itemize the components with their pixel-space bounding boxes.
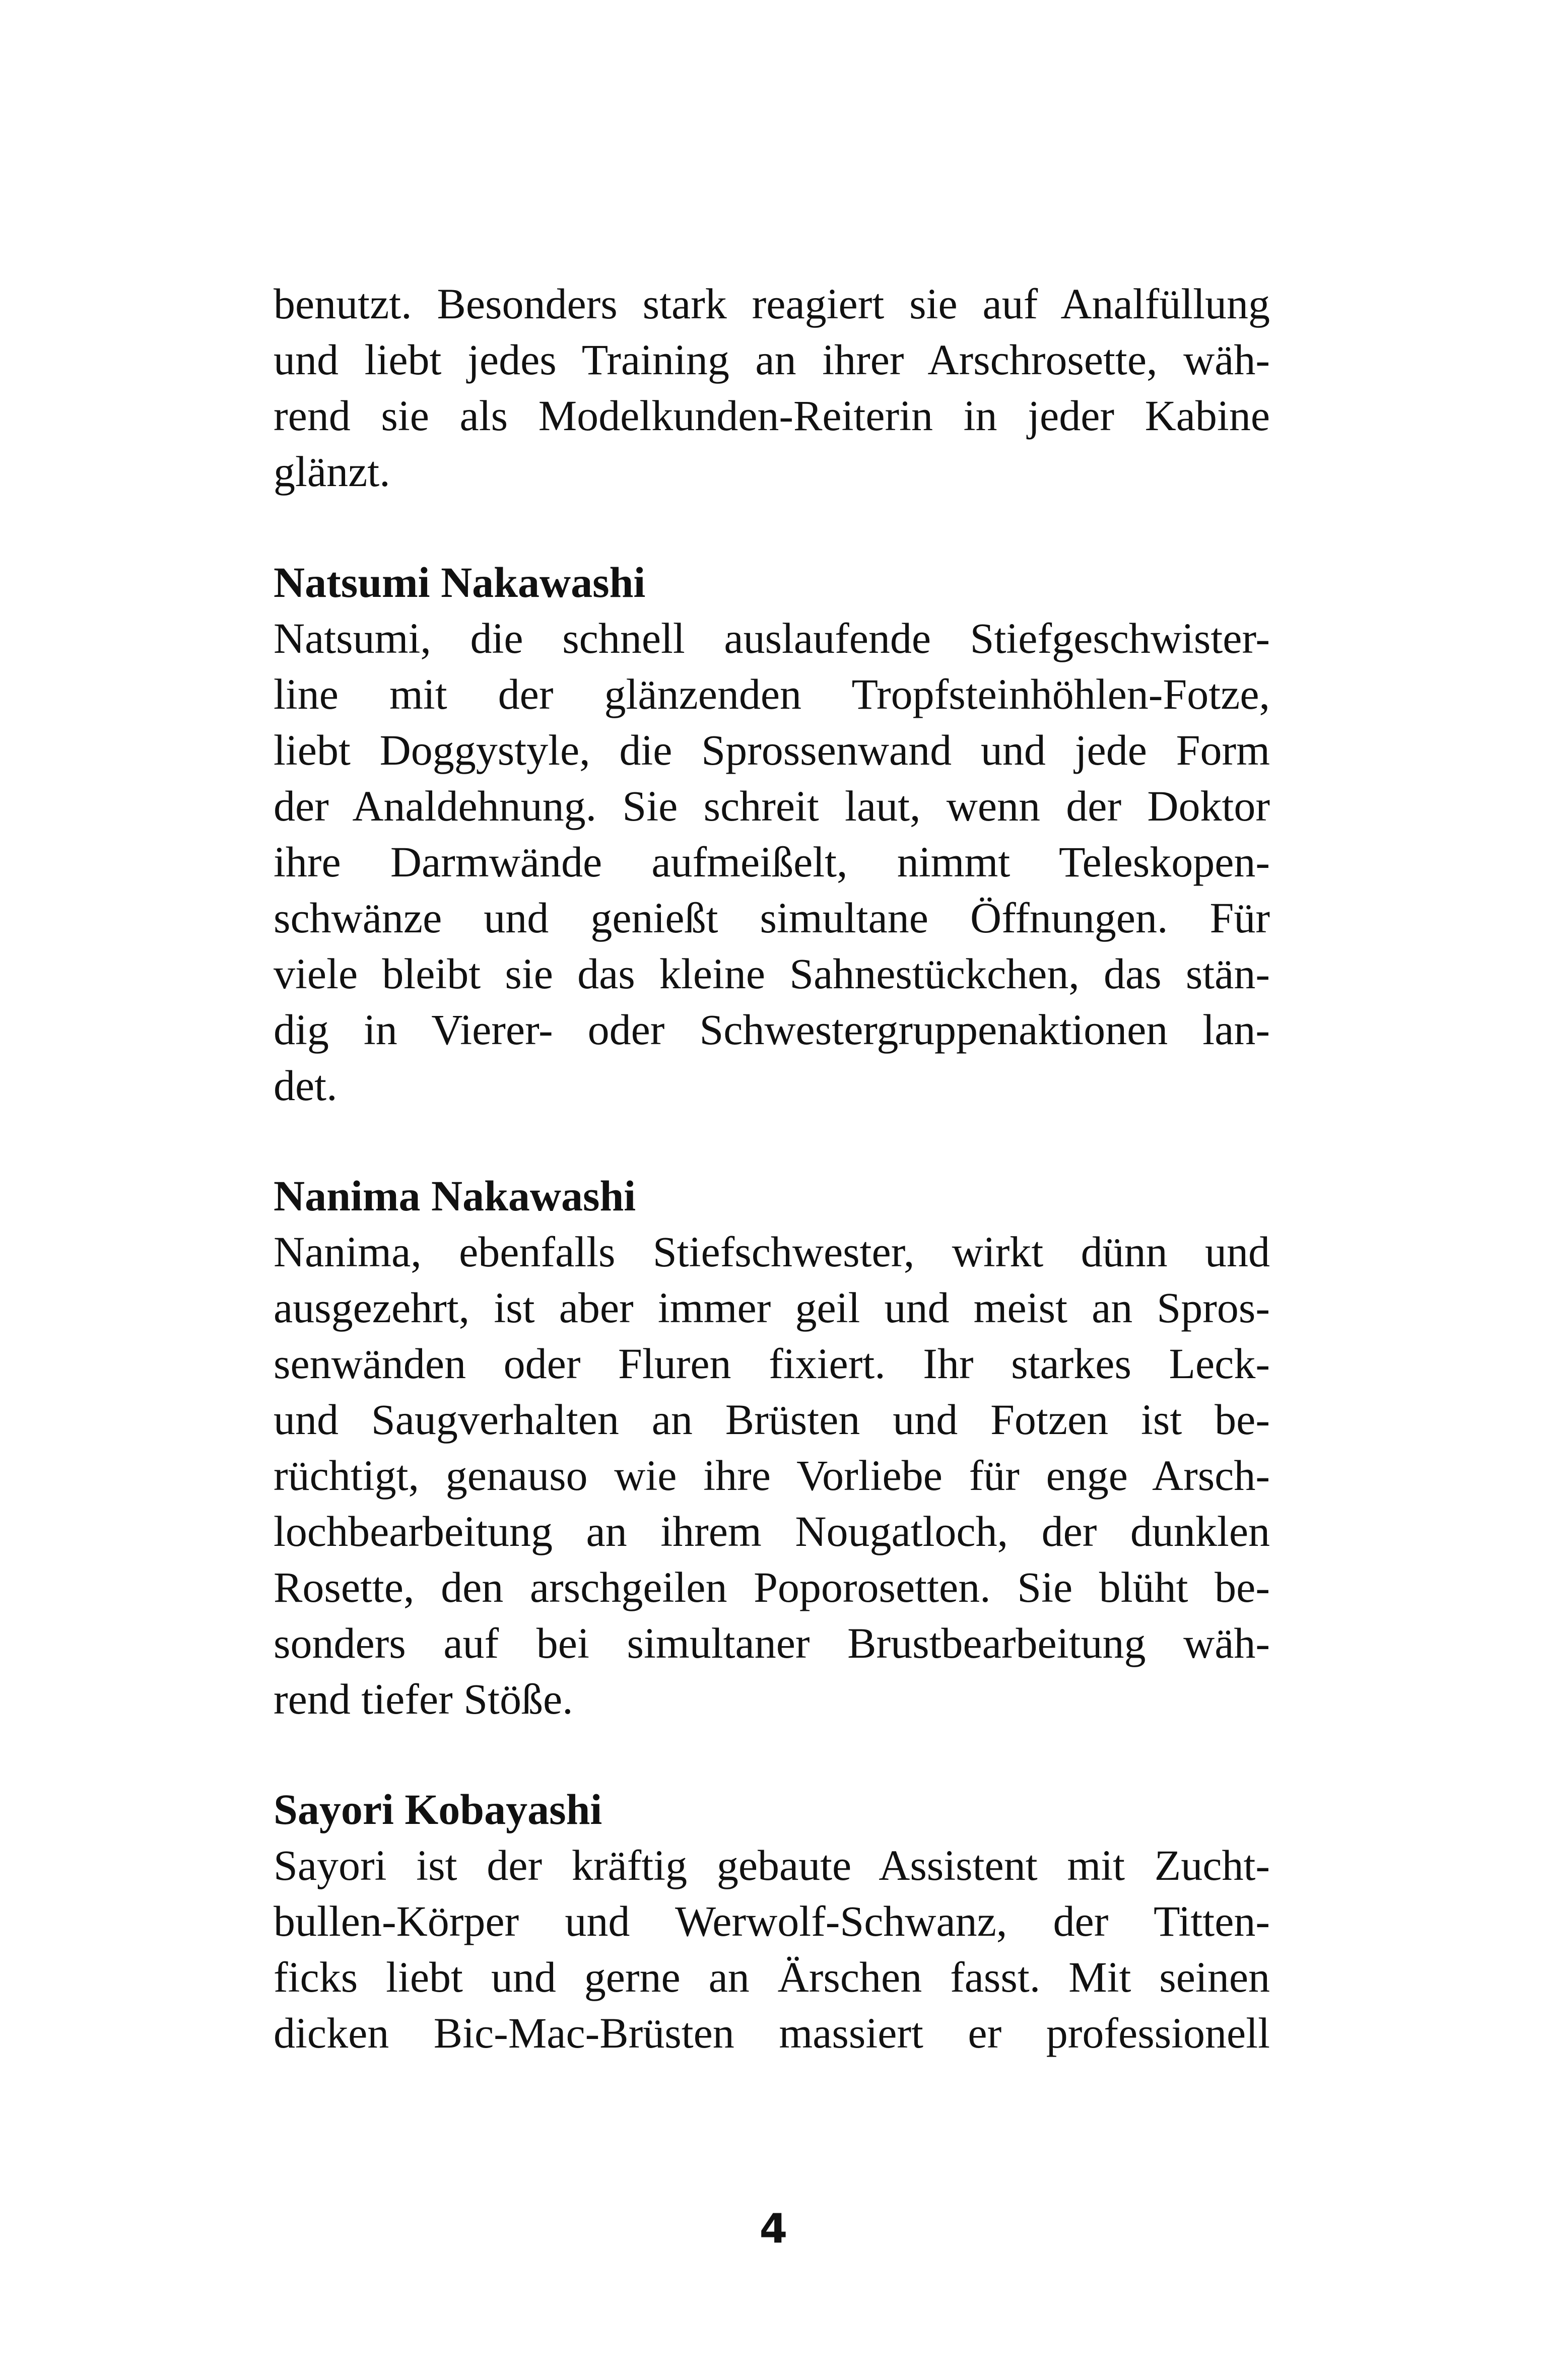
text-line: Sayori ist der kräftig gebaute Assistent mit Zucht- [274, 1841, 1270, 1889]
text-line: ihre Darmwände aufmeißelt, nimmt Teleskopen- [274, 838, 1270, 886]
text-line: Rosette, den arschgeilen Poporosetten. Sie blüht be- [274, 1563, 1270, 1611]
section-heading: Nanima Nakawashi [274, 1172, 636, 1220]
text-line: rend sie als Modelkunden-Reiterin in jeder Kabine [274, 391, 1270, 440]
text-line: der Analdehnung. Sie schreit laut, wenn der Doktor [274, 782, 1270, 830]
section-heading: Sayori Kobayashi [274, 1785, 602, 1833]
text-line: und liebt jedes Training an ihrer Arschrosette, wäh- [274, 335, 1270, 384]
text-line: und Saugverhalten an Brüsten und Fotzen ist be- [274, 1395, 1270, 1444]
intro-paragraph [274, 276, 1270, 500]
text-line: dicken Bic-Mac-Brüsten massiert er professionell [274, 2009, 1270, 2057]
text-line: rend tiefer Stöße. [274, 1675, 573, 1723]
page-number: 4 [759, 2205, 788, 2252]
text-line: Nanima, ebenfalls Stiefschwester, wirkt dünn und [274, 1228, 1270, 1276]
text-line: benutzt. Besonders stark reagiert sie auf Analfüllung [274, 280, 1270, 328]
text-line: lochbearbeitung an ihrem Nougatloch, der dunklen [274, 1507, 1270, 1555]
text-line: glänzt. [274, 447, 390, 496]
text-line: bullen-Körper und Werwolf-Schwanz, der Titten- [274, 1897, 1270, 1945]
text-line: ausgezehrt, ist aber immer geil und meist an Spros- [274, 1283, 1270, 1332]
text-line: ficks liebt und gerne an Ärschen fasst. Mit seinen [274, 1953, 1270, 2001]
text-line: sonders auf bei simultaner Brustbearbeitung wäh- [274, 1619, 1270, 1667]
text-line: det. [274, 1061, 338, 1110]
text-line: line mit der glänzenden Tropfsteinhöhlen-Fotze, [274, 670, 1270, 718]
text-line: Natsumi, die schnell auslaufende Stiefgeschwister- [274, 614, 1270, 662]
section-nanima [274, 1168, 1270, 1727]
text-line: schwänze und genießt simultane Öffnungen. Für [274, 894, 1270, 942]
section-sayori [274, 1782, 1270, 2061]
section-natsumi [274, 555, 1270, 1114]
section-heading: Natsumi Nakawashi [274, 558, 646, 606]
text-line: senwänden oder Fluren fixiert. Ihr starkes Leck- [274, 1339, 1270, 1388]
text-line: dig in Vierer- oder Schwestergruppenaktionen lan- [274, 1005, 1270, 1054]
text-line: rüchtigt, genauso wie ihre Vorliebe für enge Arsch- [274, 1451, 1270, 1500]
text-line: viele bleibt sie das kleine Sahnestückchen, das stän- [274, 949, 1270, 998]
text-line: liebt Doggystyle, die Sprossenwand und jede Form [274, 726, 1270, 774]
